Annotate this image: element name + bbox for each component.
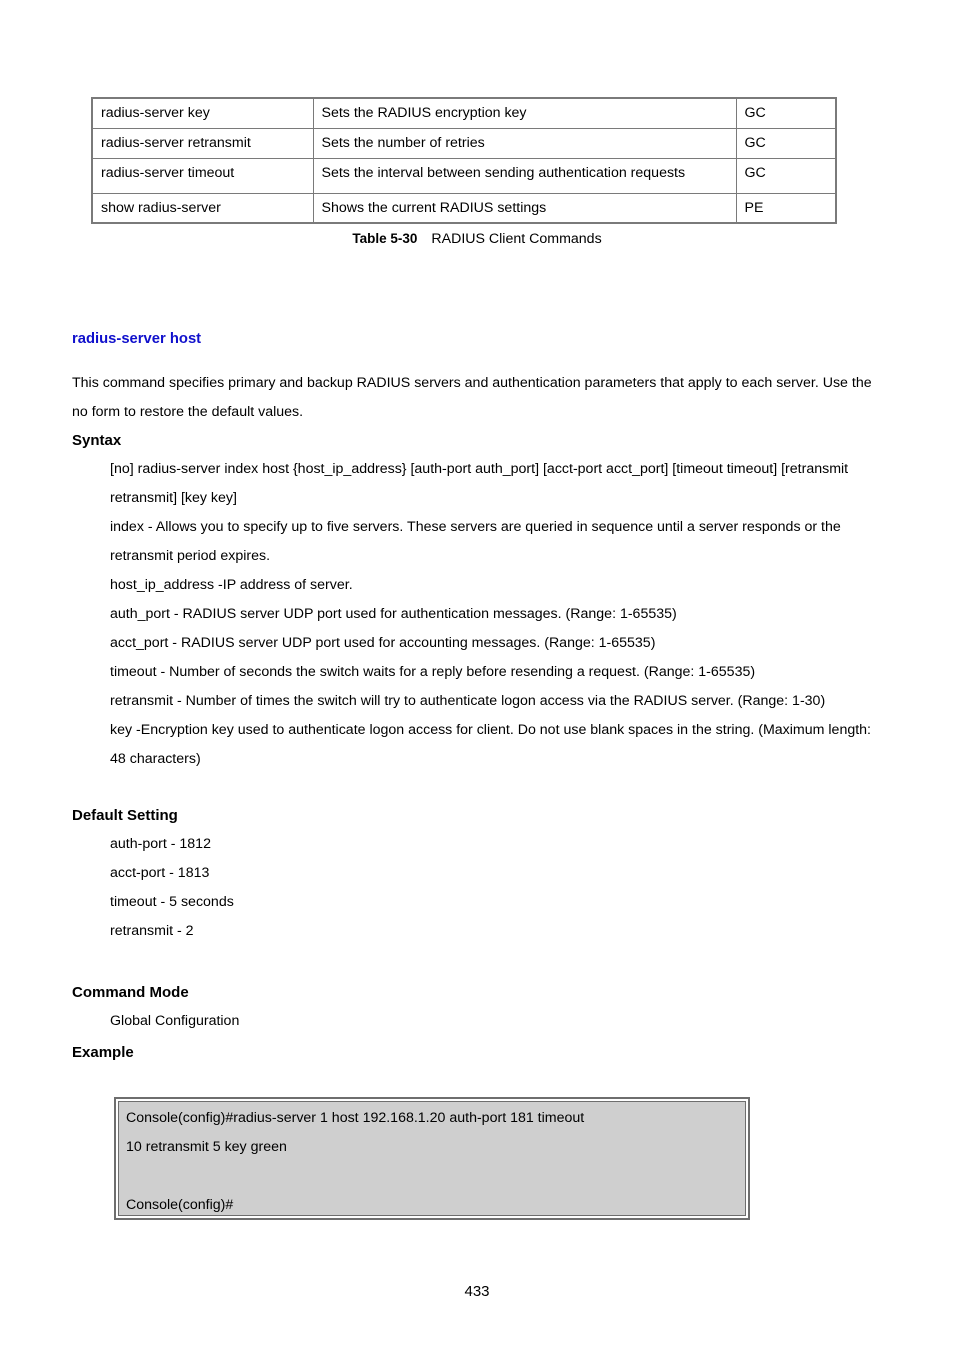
table-row bbox=[92, 158, 836, 193]
function-cell: Sets the RADIUS encryption key bbox=[313, 98, 736, 128]
syntax-line: key -Encryption key used to authenticate logon access for client. Do not use blank spaces in the string. (Maximum length: bbox=[110, 722, 871, 738]
console-line: Console(config)# bbox=[126, 1197, 234, 1213]
syntax-line: auth_port - RADIUS server UDP port used for authentication messages. (Range: 1-65535) bbox=[110, 606, 677, 622]
mode-cell: GC bbox=[736, 158, 836, 193]
syntax-block bbox=[110, 455, 890, 774]
default-setting-line: auth-port - 1812 bbox=[110, 836, 211, 852]
description-line: no form to restore the default values. bbox=[72, 404, 304, 420]
table-caption bbox=[0, 231, 954, 247]
description-line: This command specifies primary and backup RADIUS servers and authentication parameters that apply to each server. Use the bbox=[72, 375, 872, 391]
function-cell: Sets the number of retries bbox=[313, 128, 736, 158]
function-cell: Sets the interval between sending authentication requests bbox=[313, 158, 736, 193]
console-line: Console(config)#radius-server 1 host 192.168.1.20 auth-port 181 timeout bbox=[126, 1110, 585, 1126]
mode-cell: GC bbox=[736, 98, 836, 128]
command-mode-heading: Command Mode bbox=[72, 984, 189, 1001]
syntax-line: [no] radius-server index host {host_ip_address} [auth-port auth_port] [acct-port acct_port] [timeout timeout] [retransmit bbox=[110, 461, 849, 477]
table-row bbox=[92, 128, 836, 158]
radius-commands-table bbox=[91, 97, 837, 224]
mode-cell: PE bbox=[736, 193, 836, 223]
section-title: radius-server host bbox=[72, 331, 202, 347]
section-description bbox=[72, 369, 892, 427]
syntax-line: index - Allows you to specify up to five servers. These servers are queried in sequence until a server responds or the bbox=[110, 519, 841, 535]
function-cell: Shows the current RADIUS settings bbox=[313, 193, 736, 223]
console-example-box bbox=[114, 1097, 750, 1220]
page-number: 433 bbox=[464, 1283, 490, 1300]
syntax-line: timeout - Number of seconds the switch waits for a reply before resending a request. (Range: 1-65535) bbox=[110, 664, 756, 680]
console-line: 10 retransmit 5 key green bbox=[126, 1139, 287, 1155]
syntax-heading: Syntax bbox=[72, 432, 122, 449]
table-caption-text: RADIUS Client Commands bbox=[431, 231, 602, 247]
default-setting-block bbox=[110, 830, 890, 946]
syntax-line: 48 characters) bbox=[110, 751, 201, 767]
default-setting-line: timeout - 5 seconds bbox=[110, 894, 234, 910]
console-text bbox=[126, 1104, 584, 1220]
example-heading: Example bbox=[72, 1044, 134, 1061]
command-cell: show radius-server bbox=[92, 193, 313, 223]
table-caption-number: Table 5-30 bbox=[352, 231, 418, 246]
table-row bbox=[92, 98, 836, 128]
syntax-line: host_ip_address -IP address of server. bbox=[110, 577, 353, 593]
default-setting-line: acct-port - 1813 bbox=[110, 865, 210, 881]
mode-cell: GC bbox=[736, 128, 836, 158]
syntax-line: retransmit - Number of times the switch will try to authenticate logon access via the RADIUS server. (Range: 1-30) bbox=[110, 693, 826, 709]
syntax-line: acct_port - RADIUS server UDP port used for accounting messages. (Range: 1-65535) bbox=[110, 635, 656, 651]
command-cell: radius-server retransmit bbox=[92, 128, 313, 158]
command-mode-value: Global Configuration bbox=[110, 1013, 240, 1029]
default-setting-line: retransmit - 2 bbox=[110, 923, 194, 939]
syntax-line: retransmit] [key key] bbox=[110, 490, 237, 506]
syntax-line: retransmit period expires. bbox=[110, 548, 271, 564]
command-cell: radius-server key bbox=[92, 98, 313, 128]
default-setting-heading: Default Setting bbox=[72, 807, 178, 824]
command-mode-block bbox=[110, 1007, 890, 1036]
table-row bbox=[92, 193, 836, 223]
command-cell: radius-server timeout bbox=[92, 158, 313, 193]
console-line bbox=[126, 1162, 584, 1191]
